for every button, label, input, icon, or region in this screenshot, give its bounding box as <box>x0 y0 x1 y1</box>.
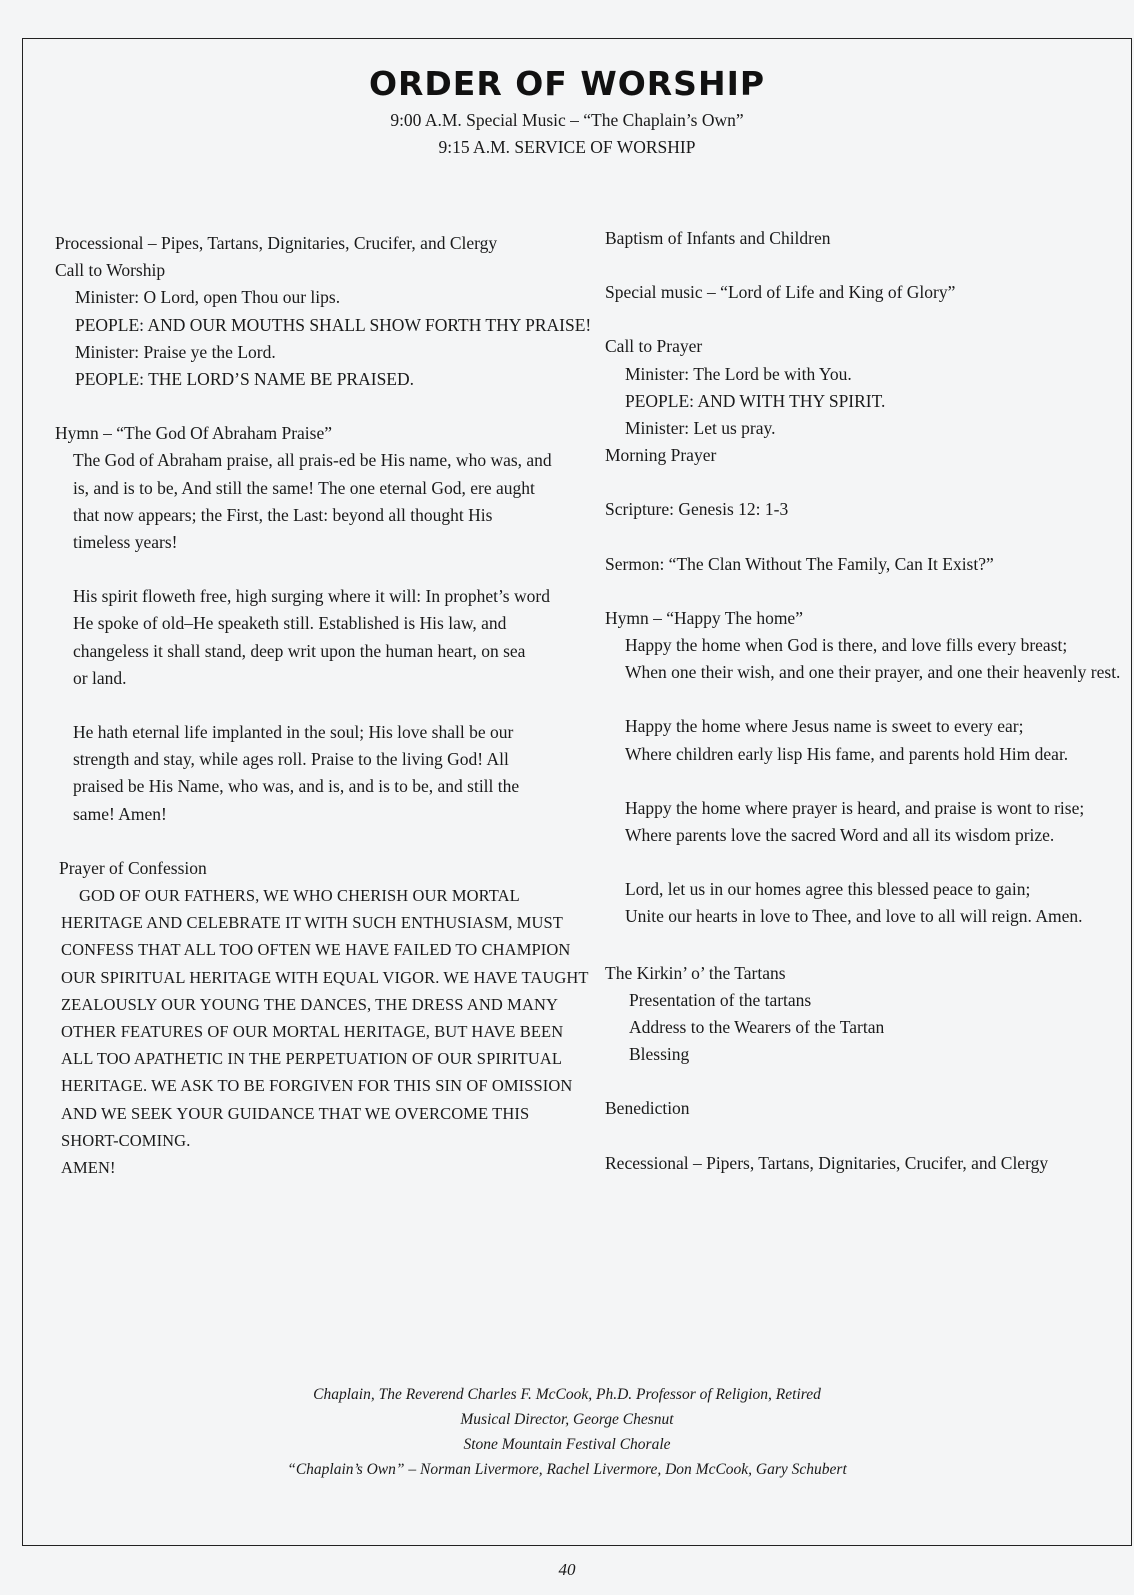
credit-line: Musical Director, George Chesnut <box>460 1411 674 1428</box>
confession-line: HERITAGE. WE ASK TO BE FORGIVEN FOR THIS SIN OF OMISSION <box>61 1076 573 1096</box>
subtitle-service: 9:15 A.M. SERVICE OF WORSHIP <box>438 137 696 157</box>
page-title: ORDER OF WORSHIP <box>368 64 766 103</box>
prayer-line: Minister: The Lord be with You. <box>625 363 852 384</box>
confession-line: OUR SPIRITUAL HERITAGE WITH EQUAL VIGOR. WE HAVE TAUGHT <box>61 967 589 987</box>
hymn-verse-line: strength and stay, while ages roll. Praise to the living God! All <box>73 749 509 770</box>
benediction: Benediction <box>605 1098 690 1119</box>
hymn-heading: Hymn – “The God Of Abraham Praise” <box>55 423 333 444</box>
prayer-line: PEOPLE: AND WITH THY SPIRIT. <box>625 390 886 411</box>
kirkin-heading: The Kirkin’ o’ the Tartans <box>605 962 786 983</box>
recessional: Recessional – Pipers, Tartans, Dignitaries, Crucifer, and Clergy <box>605 1152 1049 1173</box>
hymn-verse-line: timeless years! <box>73 532 178 553</box>
credit-line: “Chaplain’s Own” – Norman Livermore, Rachel Livermore, Don McCook, Gary Schubert <box>287 1461 847 1478</box>
hymn-verse-line: The God of Abraham praise, all prais-ed be His name, who was, and <box>73 450 552 471</box>
hymn-verse-line: Happy the home when God is there, and love fills every breast; <box>625 635 1068 656</box>
confession-line: AMEN! <box>61 1158 116 1178</box>
confession-line: ALL TOO APATHETIC IN THE PERPETUATION OF OUR SPIRITUAL <box>61 1049 563 1069</box>
confession-line: AND WE SEEK YOUR GUIDANCE THAT WE OVERCOME THIS <box>61 1103 530 1123</box>
special-music: Special music – “Lord of Life and King of Glory” <box>605 282 956 303</box>
hymn-verse-line: is, and is to be, And still the same! The one eternal God, ere aught <box>73 477 535 498</box>
hymn-verse-line: Where children early lisp His fame, and parents hold Him dear. <box>625 743 1069 764</box>
confession-line: ZEALOUSLY OUR YOUNG THE DANCES, THE DRESS AND MANY <box>61 994 558 1014</box>
hymn-verse-line: When one their wish, and one their prayer, and one their heavenly rest. <box>625 662 1121 683</box>
hymn-verse-line: changeless it shall stand, deep writ upon the human heart, on sea <box>73 640 526 661</box>
confession-heading: Prayer of Confession <box>59 857 207 878</box>
hymn-verse-line: Lord, let us in our homes agree this blessed peace to gain; <box>625 879 1031 900</box>
hymn-verse-line: His spirit floweth free, high surging where it will: In prophet’s word <box>73 586 550 607</box>
hymn-verse-line: that now appears; the First, the Last: beyond all thought His <box>73 504 493 525</box>
hymn-verse-line: or land. <box>73 667 127 688</box>
call-to-prayer-heading: Call to Prayer <box>605 336 703 357</box>
hymn-verse-line: Happy the home where prayer is heard, and praise is wont to rise; <box>625 797 1085 818</box>
hymn-verse-line: same! Amen! <box>73 803 167 824</box>
subtitle-special-music: 9:00 A.M. Special Music – “The Chaplain’s Own” <box>390 110 744 130</box>
kirkin-line: Address to the Wearers of the Tartan <box>629 1017 885 1038</box>
hymn-verse-line: He spoke of old–He speaketh still. Established is His law, and <box>73 613 507 634</box>
call-line: Minister: O Lord, open Thou our lips. <box>75 287 341 308</box>
baptism: Baptism of Infants and Children <box>605 228 831 248</box>
confession-line: OTHER FEATURES OF OUR MORTAL HERITAGE, BUT HAVE BEEN <box>61 1022 564 1042</box>
hymn-verse-line: Unite our hearts in love to Thee, and love to all will reign. Amen. <box>625 906 1083 927</box>
kirkin-line: Blessing <box>629 1044 690 1065</box>
credit-line: Chaplain, The Reverend Charles F. McCook, Ph.D. Professor of Religion, Retired <box>313 1386 821 1403</box>
confession-line: HERITAGE AND CELEBRATE IT WITH SUCH ENTHUSIASM, MUST <box>61 913 563 933</box>
processional: Processional – Pipes, Tartans, Dignitaries, Crucifer, and Clergy <box>55 233 498 253</box>
confession-line: SHORT-COMING. <box>61 1130 191 1150</box>
hymn-verse-line: Where parents love the sacred Word and all its wisdom prize. <box>625 825 1055 846</box>
confession-line: CONFESS THAT ALL TOO OFTEN WE HAVE FAILED TO CHAMPION <box>61 940 571 960</box>
scripture: Scripture: Genesis 12: 1-3 <box>605 499 789 520</box>
call-line: PEOPLE: AND OUR MOUTHS SHALL SHOW FORTH THY PRAISE! <box>75 314 592 335</box>
hymn-verse-line: praised be His Name, who was, and is, and is to be, and still the <box>73 776 520 797</box>
call-line: Minister: Praise ye the Lord. <box>75 341 276 362</box>
left-column <box>55 230 592 1181</box>
prayer-line: Minister: Let us pray. <box>625 418 776 439</box>
hymn-heading: Hymn – “Happy The home” <box>605 607 803 628</box>
kirkin-line: Presentation of the tartans <box>629 989 812 1010</box>
hymn-verse-line: Happy the home where Jesus name is sweet to every ear; <box>625 716 1024 737</box>
page-number: 40 <box>558 1560 576 1579</box>
confession-line: GOD OF OUR FATHERS, WE WHO CHERISH OUR MORTAL <box>79 886 520 906</box>
sermon: Sermon: “The Clan Without The Family, Can It Exist?” <box>605 553 994 574</box>
right-column <box>605 225 1125 1177</box>
credit-line: Stone Mountain Festival Chorale <box>463 1436 671 1453</box>
call-line: PEOPLE: THE LORD’S NAME BE PRAISED. <box>75 369 415 390</box>
hymn-verse-line: He hath eternal life implanted in the soul; His love shall be our <box>73 722 514 743</box>
morning-prayer: Morning Prayer <box>605 445 717 466</box>
call-to-worship-heading: Call to Worship <box>55 260 166 281</box>
credits <box>0 1382 1134 1482</box>
